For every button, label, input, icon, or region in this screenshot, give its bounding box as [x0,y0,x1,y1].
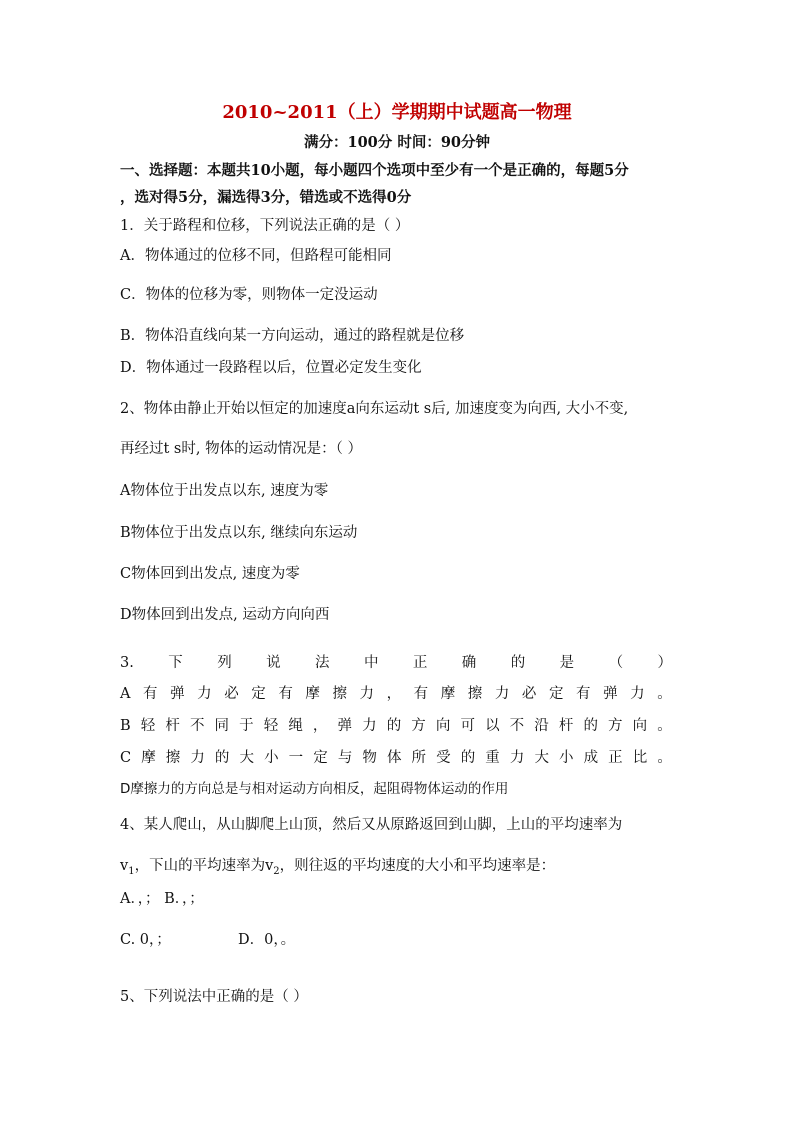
section-instruction-line1: 一、选择题：本题共10小题，每小题四个选项中至少有一个是正确的，每题5分 [120,162,629,179]
page-title: 2010~2011（上）学期期中试题高一物理 [222,102,572,123]
q1-option-c: C．物体的位移为零，则物体一定没运动 [120,287,378,303]
q1-stem: 1．关于路程和位移，下列说法正确的是（ ） [120,218,410,234]
q1-option-d: D．物体通过一段路程以后，位置必定发生变化 [120,360,422,376]
section-instruction-line2: ，选对得5分，漏选得3分，错选或不选得0分 [120,189,412,206]
exam-meta: 满分：100分 时间：90分钟 [304,134,490,151]
q2-option-a: A物体位于出发点以东, 速度为零 [120,483,329,499]
q2-stem-line2: 再经过t s时, 物体的运动情况是：（ ） [120,441,362,457]
q3-option-a: A 有 弹 力 必 定 有 摩 擦 力 ， 有 摩 擦 力 必 定 有 弹 力 。 [120,686,672,702]
q3-option-d: D摩擦力的方向总是与相对运动方向相反，起阻碍物体运动的作用 [120,781,509,797]
q3-stem: 3. 下 列 说 法 中 正 确 的 是 （ ） [120,655,672,671]
q1-option-a: A．物体通过的位移不同，但路程可能相同 [120,248,392,264]
q4-option-d: D．0，。 [238,932,296,948]
q4-option-c: C. 0，； [120,932,171,948]
q4-stem-line1: 4、某人爬山，从山脚爬上山顶，然后又从原路返回到山脚，上山的平均速率为 [120,817,623,833]
q4-stem-line2: $v_1$，下山的平均速率为$v_2$，则往返的平均速度的大小和平均速率是： [120,858,556,877]
q4-options-ab: A．，； B．，； [120,891,204,907]
q3-option-c: C 摩 擦 力 的 大 小 一 定 与 物 体 所 受 的 重 力 大 小 成 正 比 。 [120,750,672,766]
q5-stem: 5、下列说法中正确的是（ ） [120,989,308,1005]
q2-option-d: D物体回到出发点, 运动方向向西 [120,607,330,623]
q1-option-b: B．物体沿直线向某一方向运动，通过的路程就是位移 [120,328,465,344]
q3-option-b: B 轻 杆 不 同 于 轻 绳 ， 弹 力 的 方 向 可 以 不 沿 杆 的 方 向 。 [120,718,672,734]
q2-stem-line1: 2、物体由静止开始以恒定的加速度a向东运动t s后, 加速度变为向西, 大小不变, [120,401,629,417]
q2-option-b: B物体位于出发点以东, 继续向东运动 [120,525,358,541]
q2-option-c: C物体回到出发点, 速度为零 [120,566,300,582]
